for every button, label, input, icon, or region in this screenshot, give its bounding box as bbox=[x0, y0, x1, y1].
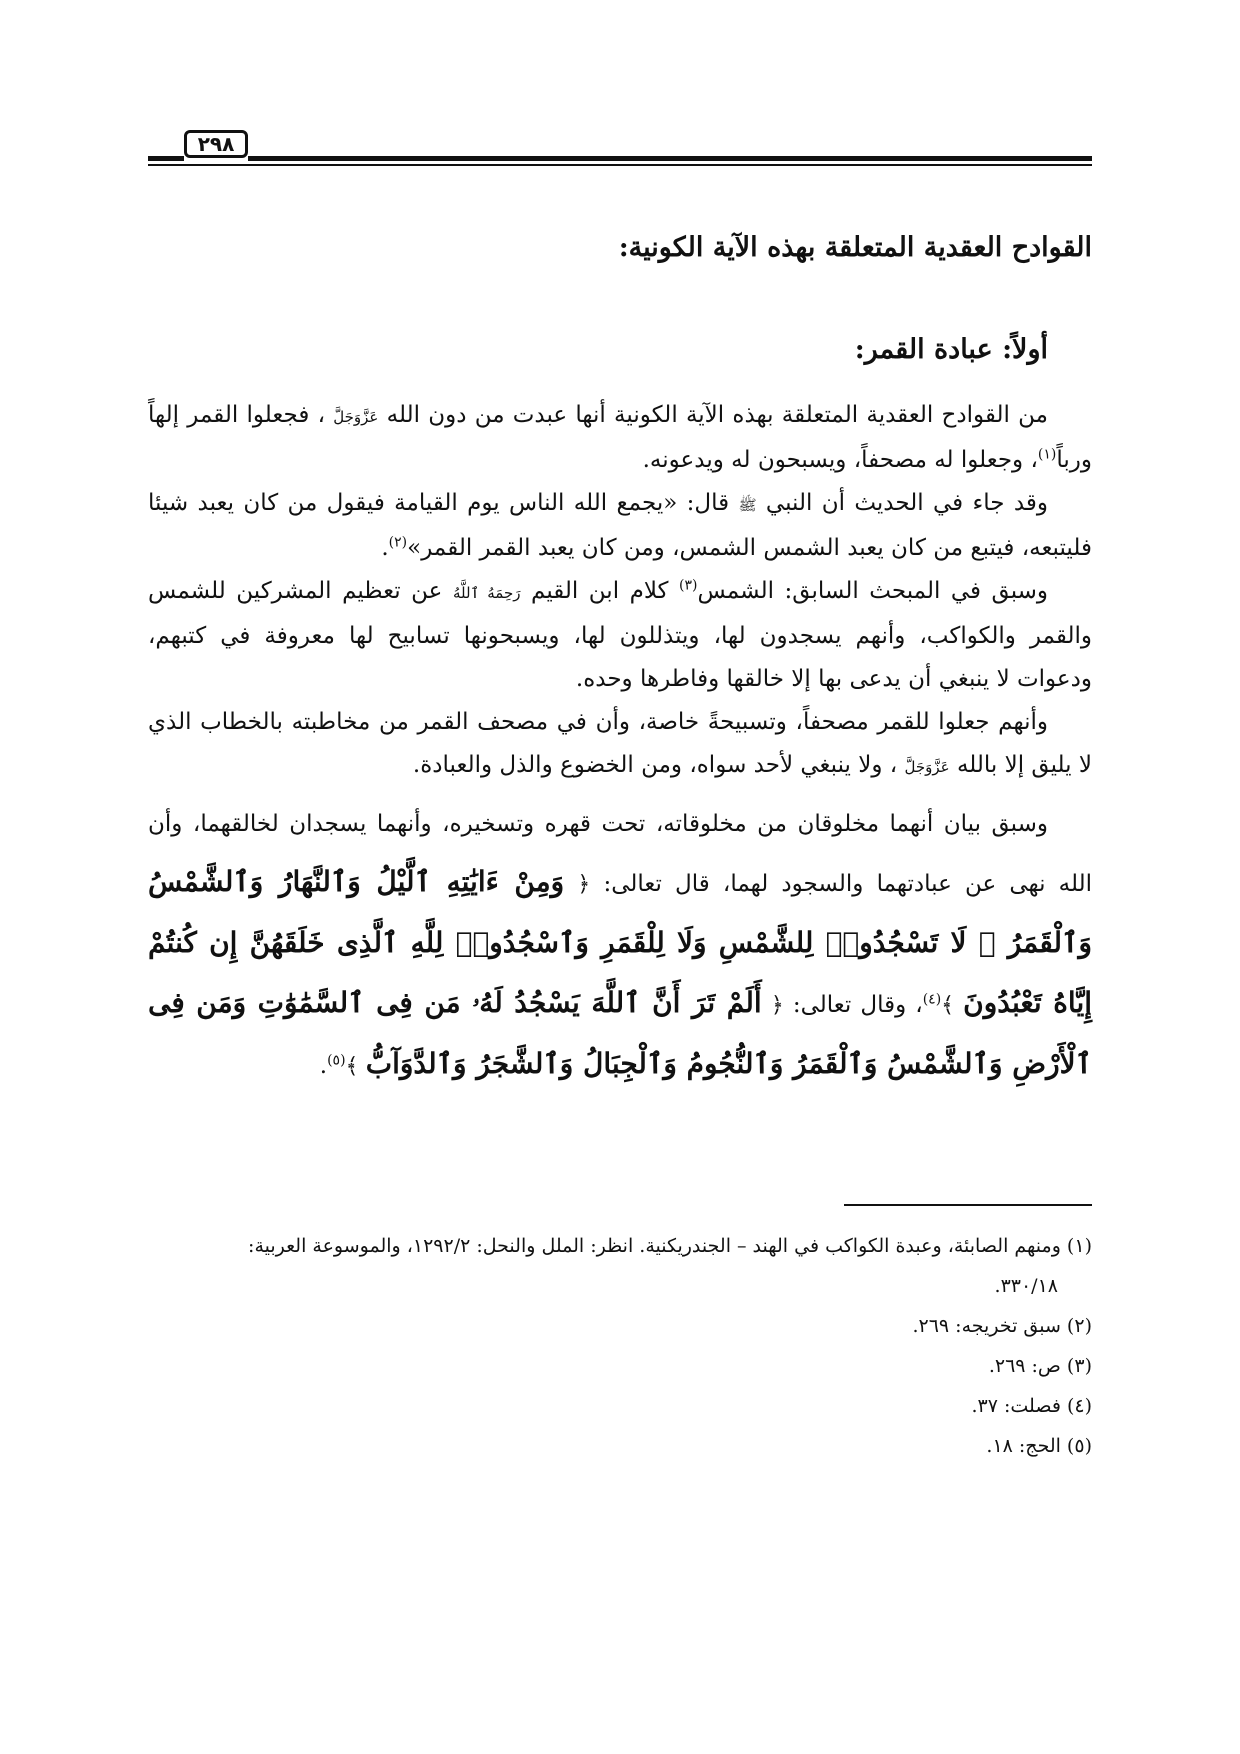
paragraph-3 bbox=[148, 570, 1092, 701]
quran-ornament-close: ﴾ bbox=[941, 993, 955, 1018]
page-header bbox=[148, 128, 1092, 168]
footnote-1: (١) ومنهم الصابئة، وعبدة الكواكب في الهند – الجندريكنية. انظر: الملل والنحل: ١٢٩٢/٢، والموسوعة العربية: bbox=[248, 1235, 1092, 1257]
header-rule-thin bbox=[148, 164, 1092, 166]
subsection-heading: أولاً: عبادة القمر: bbox=[854, 334, 1048, 365]
honorific-glyph: عَزَّوَجَلَّ bbox=[333, 408, 379, 426]
header-rule-left bbox=[148, 156, 184, 161]
footnote-ref[interactable]: (٤) bbox=[922, 991, 942, 1008]
header-rule-thick bbox=[248, 156, 1092, 161]
text-run: وأنهم جعلوا للقمر مصحفاً، وتسبيحةً خاصة، وأن في مصحف القمر من مخاطبته بالخطاب الذي لا يليق إلا بالله bbox=[148, 709, 1092, 778]
page-number: ٢٩٨ bbox=[184, 130, 248, 158]
text-run: . bbox=[381, 535, 389, 561]
paragraph-1 bbox=[148, 394, 1092, 482]
footnote-separator bbox=[844, 1204, 1092, 1206]
text-run: ، وقال تعالى: bbox=[792, 992, 923, 1018]
body-text bbox=[148, 394, 1092, 1096]
quran-ornament-open: ﴿ bbox=[770, 993, 784, 1018]
footnote-ref[interactable]: (١) bbox=[1037, 446, 1057, 463]
footnote-5: (٥) الحج: ١٨. bbox=[986, 1435, 1092, 1457]
text-run: عن تعظيم المشركين للشمس والقمر والكواكب، وأنهم يسجدون لها، ويتذللون لها، ويسبحونها تسابيح لها معروفة في كتبهم، ودعوات لا ينبغي أن يدعى بها إلا خالقها وفاطرها وحده. bbox=[148, 578, 1092, 692]
footnote-1-continued: ٣٣٠/١٨. bbox=[994, 1275, 1058, 1297]
text-run: ، ولا ينبغي لأحد سواه، ومن الخضوع والذل والعبادة. bbox=[412, 752, 898, 778]
paragraph-4 bbox=[148, 701, 1092, 789]
text-run: ، فجعلوا القمر إلهاً ورباً bbox=[148, 402, 1092, 473]
quran-verse-1: وَمِنْ ءَايَٰتِهِ ٱلَّيْلُ وَٱلنَّهَارُ وَٱلشَّمْسُ وَٱلْقَمَرُ ۚ لَا تَسْجُدُوا۟ لِلشَّمْسِ وَلَا لِلْقَمَرِ وَٱسْجُدُوا۟ لِلَّهِ ٱلَّذِى خَلَقَهُنَّ إِن كُنتُمْ إِيَّاهُ تَعْبُدُونَ bbox=[148, 865, 1093, 1019]
paragraph-5 bbox=[148, 795, 1092, 1096]
quran-verse-2: أَلَمْ تَرَ أَنَّ ٱللَّهَ يَسْجُدُ لَهُۥ مَن فِى ٱلسَّمَٰوَٰتِ وَمَن فِى ٱلْأَرْضِ وَٱلشَّمْسُ وَٱلْقَمَرُ وَٱلنُّجُومُ وَٱلْجِبَالُ وَٱلشَّجَرُ وَٱلدَّوَآبُّ bbox=[148, 986, 1092, 1080]
text-run: قال: «يجمع الله الناس يوم القيامة فيقول من كان يعبد شيئا فليتبعه، فيتبع من كان يعبد الشمس الشمس، ومن كان يعبد القمر القمر» bbox=[148, 490, 1092, 561]
footnote-ref[interactable]: (٣) bbox=[679, 577, 698, 594]
footnote-4: (٤) فصلت: ٣٧. bbox=[971, 1395, 1092, 1417]
footnote-ref[interactable]: (٥) bbox=[327, 1052, 346, 1069]
footnote-2: (٢) سبق تخريجه: ٢٦٩. bbox=[912, 1315, 1092, 1337]
text-run: . bbox=[319, 1053, 328, 1079]
quran-ornament-open: ﴿ bbox=[577, 872, 591, 897]
text-run: وسبق بيان أنهما مخلوقان من مخلوقاته، تحت قهره وتسخيره، وأنهما يسجدان لخالقهما، وأن الله نهى عن عبادتهما والسجود لهما، قال تعالى: bbox=[148, 811, 1093, 897]
honorific-glyph: رَحِمَهُ ٱللَّهُ bbox=[452, 584, 521, 602]
footnote-ref[interactable]: (٢) bbox=[388, 534, 408, 551]
footnote-3: (٣) ص: ٢٦٩. bbox=[988, 1355, 1092, 1377]
text-run: كلام ابن القيم bbox=[531, 578, 669, 604]
text-run: ، وجعلوا له مصحفاً، ويسبحون له ويدعونه. bbox=[642, 447, 1038, 473]
paragraph-2 bbox=[148, 482, 1092, 570]
text-run: وسبق في المبحث السابق: الشمس bbox=[697, 578, 1049, 604]
quran-ornament-close: ﴾ bbox=[345, 1054, 359, 1079]
honorific-glyph: ﷺ bbox=[738, 496, 757, 514]
footnotes bbox=[148, 1226, 1092, 1466]
section-heading: القوادح العقدية المتعلقة بهذه الآية الكونية: bbox=[618, 232, 1092, 263]
honorific-glyph: عَزَّوَجَلَّ bbox=[904, 758, 950, 776]
text-run: وقد جاء في الحديث أن النبي bbox=[765, 490, 1049, 516]
text-run: من القوادح العقدية المتعلقة بهذه الآية الكونية أنها عبدت من دون الله bbox=[386, 402, 1049, 428]
